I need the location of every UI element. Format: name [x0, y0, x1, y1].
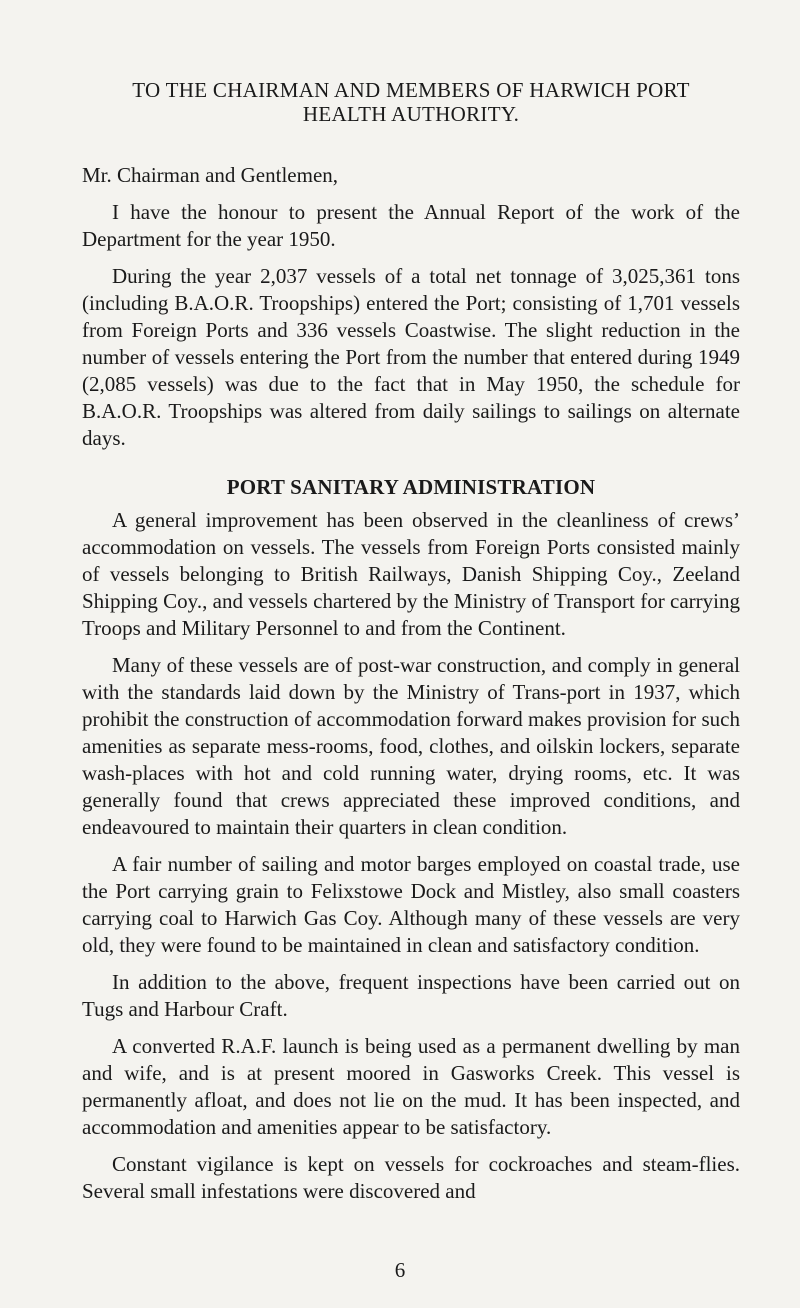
- paragraph-raf-launch: A converted R.A.F. launch is being used as a permanent dwelling by man and wife, and is at present moored in Gasworks Creek. This vessel is permanently afloat, and does not lie on the mud. It has been inspected, and accommodation and amenities appear to be satisfactory.: [82, 1034, 740, 1139]
- intro-paragraph-vessels: During the year 2,037 vessels of a total net tonnage of 3,025,361 tons (including B.A.O.R. Troopships) entered the Port; consisting of 1,701 vessels from Foreign Ports and 336 vessels Coastwise. The slight reduction in the number of vessels entering the Port from the number that entered during 1949 (2,085 vessels) was due to the fact that in May 1950, the schedule for B.A.O.R. Troopships was altered from daily sailings to sailings on alternate days.: [82, 264, 740, 450]
- paragraph-tugs: In addition to the above, frequent inspections have been carried out on Tugs and Harbour Craft.: [82, 970, 740, 1021]
- paragraph-post-war-construction: Many of these vessels are of post-war construction, and comply in general with the standards laid down by the Ministry of Trans-port in 1937, which prohibit the construction of accommodation forward makes provision for such amenities as separate mess-rooms, food, clothes, and oilskin lockers, separate wash-places with hot and cold running water, drying rooms, etc. It was generally found that crews appreciated these improved conditions, and endeavoured to maintain their quarters in clean condition.: [82, 653, 740, 839]
- paragraph-cockroaches: Constant vigilance is kept on vessels for cockroaches and steam-flies. Several small infestations were discovered and: [82, 1152, 740, 1203]
- report-title: [82, 78, 740, 126]
- salutation: Mr. Chairman and Gentlemen,: [82, 163, 339, 187]
- title-line-1: TO THE CHAIRMAN AND MEMBERS OF HARWICH PORT: [132, 78, 690, 102]
- paragraph-barges: A fair number of sailing and motor barges employed on coastal trade, use the Port carrying grain to Felixstowe Dock and Mistley, also small coasters carrying coal to Harwich Gas Coy. Although many of these vessels are very old, they were found to be maintained in clean and satisfactory condition.: [82, 852, 740, 957]
- section-heading: PORT SANITARY ADMINISTRATION: [226, 475, 596, 499]
- page-number: 6: [394, 1258, 406, 1282]
- intro-paragraph-honour: I have the honour to present the Annual Report of the work of the Department for the year 1950.: [82, 200, 740, 251]
- paragraph-cleanliness: A general improvement has been observed in the cleanliness of crews’ accommodation on vessels. The vessels from Foreign Ports consisted mainly of vessels belonging to British Railways, Danish Shipping Coy., Zeeland Shipping Coy., and vessels chartered by the Ministry of Transport for carrying Troops and Military Personnel to and from the Continent.: [82, 508, 740, 640]
- title-line-2: HEALTH AUTHORITY.: [302, 102, 520, 126]
